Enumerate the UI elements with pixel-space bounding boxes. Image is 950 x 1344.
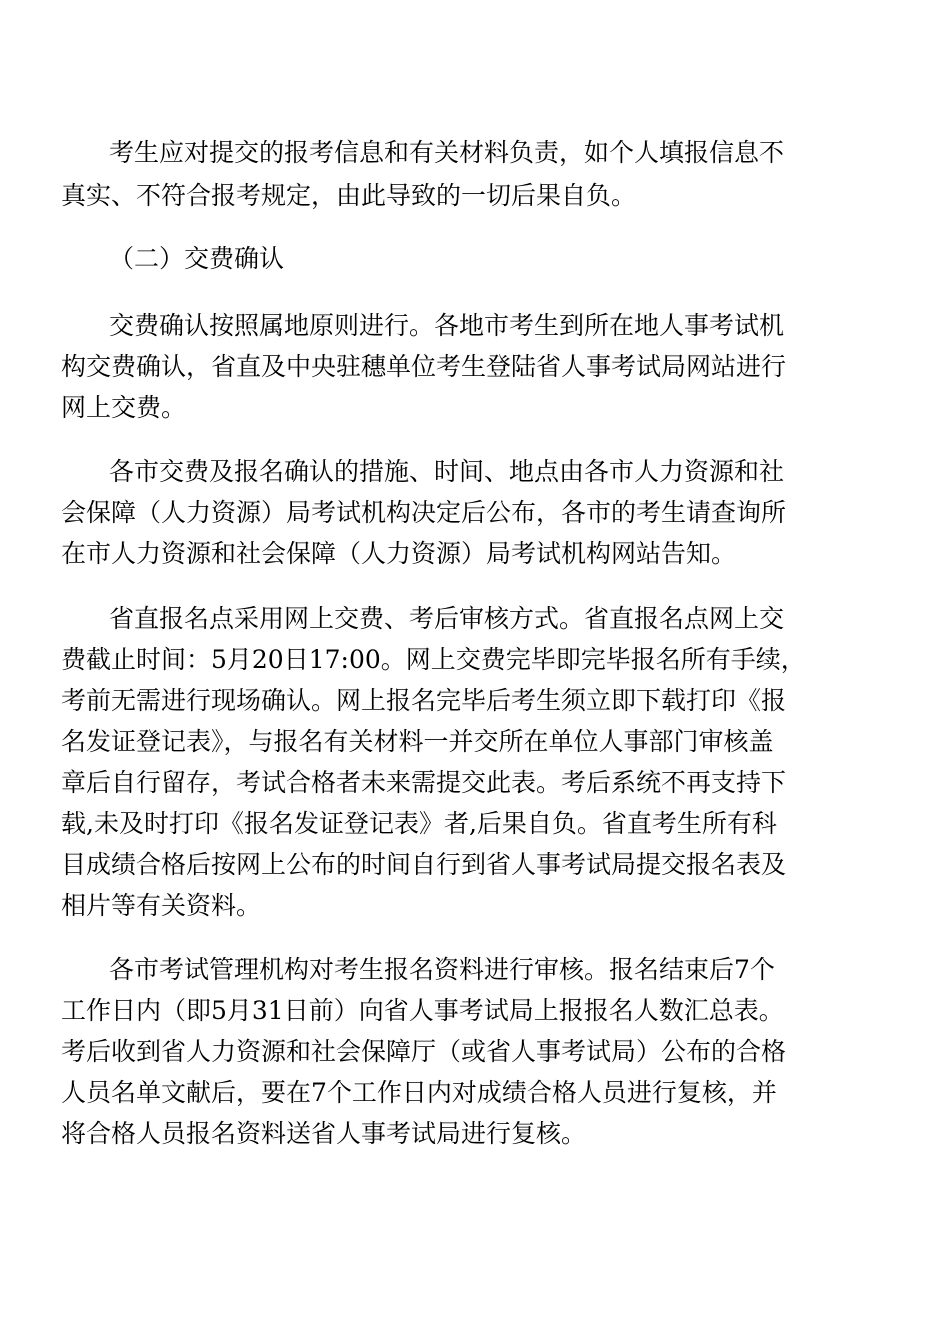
paragraph-5-line-7: 目成绩合格后按网上公布的时间自行到省人事考试局提交报名表及 xyxy=(61,850,787,879)
paragraph-6-line-3: 考后收到省人力资源和社会保障厅（或省人事考试局）公布的合格 xyxy=(61,1037,787,1066)
paragraph-5-line-2: 费截止时间：5月20日17:00。网上交费完毕即完毕报名所有手续， xyxy=(61,645,806,674)
section-heading: （二）交费确认 xyxy=(109,244,285,273)
paragraph-3-line-3: 网上交费。 xyxy=(61,393,187,422)
paragraph-5-line-8: 相片等有关资料。 xyxy=(61,891,262,920)
paragraph-6-line-1: 各市考试管理机构对考生报名资料进行审核。报名结束后7个 xyxy=(109,955,775,984)
paragraph-6-line-2: 工作日内（即5月31日前）向省人事考试局上报报名人数汇总表。 xyxy=(61,996,784,1025)
paragraph-5-line-4: 名发证登记表》，与报名有关材料一并交所在单位人事部门审核盖 xyxy=(61,727,774,756)
paragraph-1-line-2: 真实、不符合报考规定，由此导致的一切后果自负。 xyxy=(61,181,637,210)
paragraph-5-line-1: 省直报名点采用网上交费、考后审核方式。省直报名点网上交 xyxy=(109,604,785,633)
paragraph-5-line-6: 载,未及时打印《报名发证登记表》者,后果自负。省直考生所有科 xyxy=(61,809,777,838)
paragraph-4-line-1: 各市交费及报名确认的措施、时间、地点由各市人力资源和社 xyxy=(109,457,785,486)
paragraph-1-line-1: 考生应对提交的报考信息和有关材料负责，如个人填报信息不 xyxy=(109,138,785,167)
paragraph-3-line-2: 构交费确认，省直及中央驻穗单位考生登陆省人事考试局网站进行 xyxy=(61,352,787,381)
paragraph-5-line-3: 考前无需进行现场确认。网上报名完毕后考生须立即下载打印《报 xyxy=(61,686,787,715)
paragraph-6-line-5: 将合格人员报名资料送省人事考试局进行复核。 xyxy=(61,1119,587,1148)
paragraph-4-line-2: 会保障（人力资源）局考试机构决定后公布，各市的考生请查询所 xyxy=(61,498,787,527)
paragraph-6-line-4: 人员名单文献后，要在7个工作日内对成绩合格人员进行复核，并 xyxy=(61,1078,777,1107)
paragraph-3-line-1: 交费确认按照属地原则进行。各地市考生到所在地人事考试机 xyxy=(109,311,785,340)
paragraph-5-line-5: 章后自行留存，考试合格者未来需提交此表。考后系统不再支持下 xyxy=(61,768,787,797)
paragraph-4-line-3: 在市人力资源和社会保障（人力资源）局考试机构网站告知。 xyxy=(61,539,737,568)
